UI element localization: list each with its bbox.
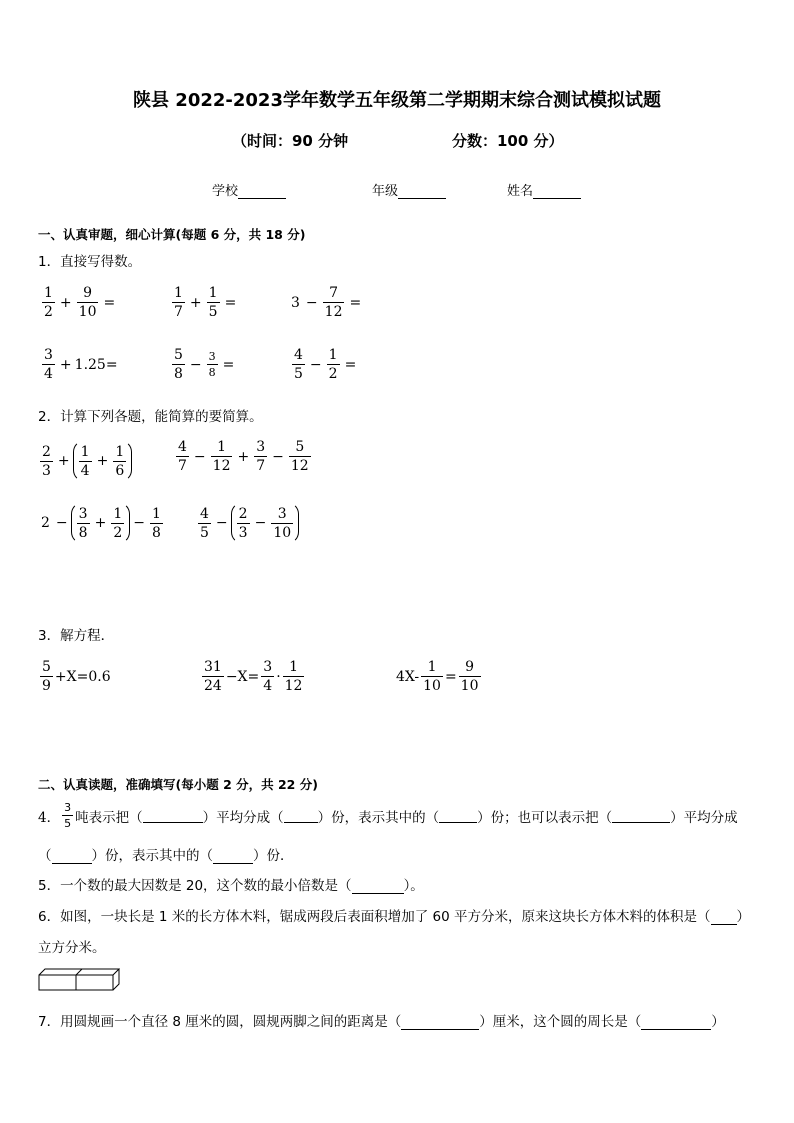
blank[interactable] xyxy=(401,1015,479,1030)
q2-problem-1: $\frac{2}{3}$ + $\frac{1}{4}$ + $\frac{1}{6}$ xyxy=(38,440,132,482)
blank[interactable] xyxy=(284,808,318,823)
name-blank[interactable] xyxy=(533,186,581,199)
question-7: 7．用圆规画一个直径 8 厘米的圆，圆规两脚之间的距离是（ ）厘米，这个圆的周长是（ ） xyxy=(38,1014,725,1030)
section2-heading: 二、认真读题，准确填写(每小题 2 分，共 22 分) xyxy=(38,777,318,792)
q3-equation-2: $\frac{31}{24}$ −X= $\frac{3}{4}$ · $\frac{1}{12}$ xyxy=(204,659,303,694)
q1-item-5: $\frac{5}{8}$ − $\frac{3}{8}$ = xyxy=(174,347,235,382)
q2-problem-4: $\frac{4}{5}$ − $\frac{2}{3}$ − $\frac{3}{10}$ xyxy=(196,502,299,544)
question-4-line-1: 4． $\frac{3}{5}$ 吨表示把（ ）平均分成（ ）份，表示其中的（ ）份；也可以表示把（ ）平均分成 xyxy=(38,801,738,830)
blank[interactable] xyxy=(641,1015,711,1030)
grade-label: 年级 xyxy=(372,184,399,199)
section1-heading: 一、认真审题，细心计算(每题 6 分，共 18 分) xyxy=(38,227,306,242)
time-label: （时间：90 分钟 xyxy=(232,132,349,150)
question-2: 2．计算下列各题，能简算的要简算。 xyxy=(38,409,263,425)
school-label: 学校 xyxy=(212,184,239,199)
blank[interactable] xyxy=(439,808,477,823)
blank[interactable] xyxy=(52,849,92,864)
q2-problem-3: 2 − $\frac{3}{8}$ + $\frac{1}{2}$ − $\frac{1}{8}$ xyxy=(38,502,165,544)
question-4-line-2: （ ）份，表示其中的（ ）份． xyxy=(38,848,294,864)
grade-field xyxy=(372,180,446,199)
question-6-line-2: 立方分米。 xyxy=(38,940,106,956)
q2-problem-2: $\frac{4}{7}$ − $\frac{1}{12}$ + $\frac{3}{7}$ − $\frac{5}{12}$ xyxy=(178,439,309,474)
wood-block-figure xyxy=(38,968,120,996)
q3-equation-1: $\frac{5}{9}$ +X=0.6 xyxy=(42,659,111,694)
question-5: 5．一个数的最大因数是 20，这个数的最小倍数是（ ）。 xyxy=(38,878,424,894)
blank[interactable] xyxy=(711,910,737,925)
score-label: 分数：100 分） xyxy=(452,132,564,150)
q1-item-6: $\frac{4}{5}$ − $\frac{1}{2}$ = xyxy=(294,347,357,382)
school-field xyxy=(212,180,286,199)
blank[interactable] xyxy=(143,808,203,823)
name-field xyxy=(507,180,581,199)
question-3: 3．解方程． xyxy=(38,628,115,644)
grade-blank[interactable] xyxy=(398,186,446,199)
page-title: 陕县 2022-2023学年数学五年级第二学期期末综合测试模拟试题 xyxy=(133,90,661,111)
question-6-line-1: 6．如图，一块长是 1 米的长方体木料，锯成两段后表面积增加了 60 平方分米，原来这块长方体木料的体积是（ ） xyxy=(38,909,751,925)
q3-equation-3: 4X- $\frac{1}{10}$ = $\frac{9}{10}$ xyxy=(396,659,479,694)
q1-item-1: $\frac{1}{2}$ + $\frac{9}{10}$ = xyxy=(44,285,116,320)
q1-item-3: 3 − $\frac{7}{12}$ = xyxy=(291,285,362,320)
name-label: 姓名 xyxy=(507,184,534,199)
blank[interactable] xyxy=(352,879,404,894)
q1-item-4: $\frac{3}{4}$ + 1.25= xyxy=(44,347,118,382)
question-1: 1．直接写得数。 xyxy=(38,254,142,270)
school-blank[interactable] xyxy=(238,186,286,199)
q1-item-2: $\frac{1}{7}$ + $\frac{1}{5}$ = xyxy=(174,285,237,320)
blank[interactable] xyxy=(213,849,253,864)
blank[interactable] xyxy=(612,808,670,823)
